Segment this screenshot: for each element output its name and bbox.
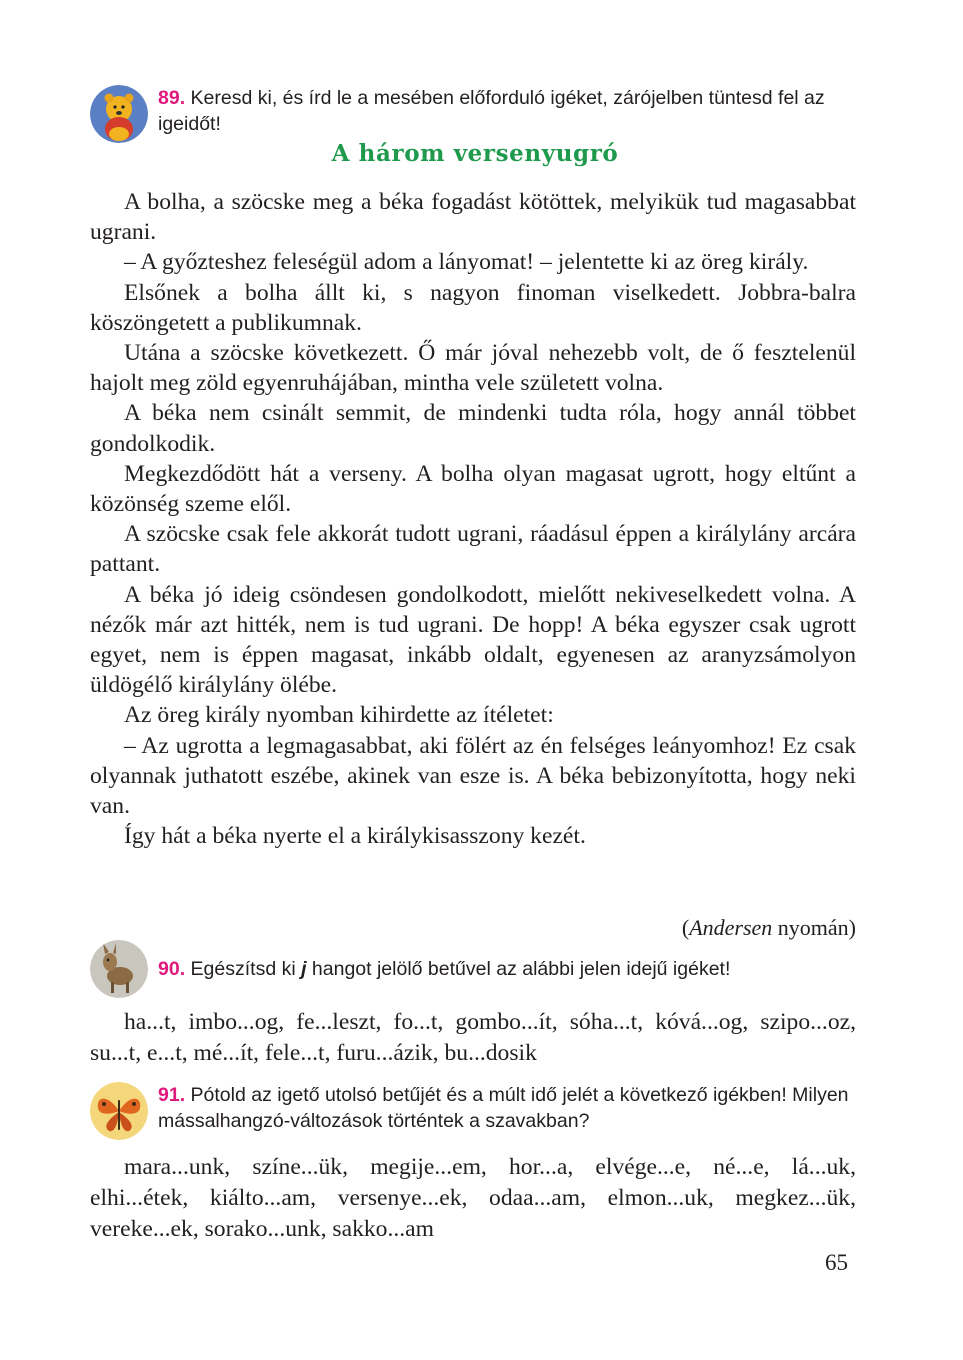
story-paragraph: – Az ugrotta a legmagasabbat, aki fölért az én felséges leányomhoz! Ez csak olyannak juthatott eszébe, akinek van esze is. A béka bebizonyította, hogy neki van.: [90, 732, 856, 820]
bear-icon: [90, 85, 148, 143]
story-body: [90, 187, 856, 851]
exercise-words: ha...t, imbo...og, fe...leszt, fo...t, gombo...ít, sóha...t, kóvá...og, szipo...oz, su...t, e...t, mé...ít, fele...t, furu...ázik, bu...dosik: [90, 1009, 856, 1066]
butterfly-icon: [90, 1082, 148, 1140]
donkey-icon: [90, 940, 148, 998]
story-title: A három versenyugró: [331, 140, 619, 167]
page-number: 65: [825, 1250, 848, 1275]
story-paragraph: Elsőnek a bolha állt ki, s nagyon finoman viselkedett. Jobbra-balra köszöngetett a publikumnak.: [90, 279, 856, 336]
task-90-text: 90. Egészítsd ki j hangot jelölő betűvel az alábbi jelen idejű igéket!: [158, 958, 731, 980]
task-89-text: [158, 85, 860, 137]
story-paragraph: A bolha, a szöcske meg a béka fogadást kötöttek, melyikük tud magasabbat ugrani.: [90, 189, 856, 246]
task-91-words: [90, 1152, 856, 1245]
story-paragraph: Így hát a béka nyerte el a királykisasszony kezét.: [124, 823, 586, 850]
exercise-words: mara...unk, színe...ük, megije...em, hor...a, elvége...e, né...e, lá...uk, elhi...étek, kiálto...am, versenye...ek, odaa...am, elmon...uk, megkez...ük, vereke...ek, sorako...unk, sakko...am: [90, 1154, 856, 1242]
story-paragraph: A szöcske csak fele akkorát tudott ugrani, ráadásul éppen a királylány arcára pattant.: [90, 521, 856, 578]
task-90-words: [90, 1007, 856, 1069]
task-instruction: Keresd ki, és írd le a mesében előforduló igéket, zárójelben tüntesd fel az igeidőt!: [158, 87, 825, 135]
story-paragraph: Utána a szöcske következett. Ő már jóval nehezebb volt, de ő fesztelenül hajolt meg zöld egyenruhájában, mintha vele született volna.: [90, 340, 856, 397]
author-name: Andersen: [689, 915, 773, 940]
task-number: 89.: [158, 87, 186, 109]
story-attribution: (Andersen nyomán): [681, 915, 856, 940]
task-number: 91.: [158, 1084, 186, 1106]
task-number: 90.: [158, 958, 186, 980]
task-91-text: 91. Pótold az igető utolsó betűjét és a múlt idő jelét a következő igékben! Milyen mássalhangzó-változások történtek a szavakban?: [158, 1084, 849, 1132]
story-paragraph: Megkezdődött hát a verseny. A bolha olyan magasat ugrott, hogy eltűnt a közönség szeme elől.: [90, 460, 856, 518]
story-paragraph: Az öreg király nyomban kihirdette az ítéletet:: [124, 702, 554, 729]
story-paragraph: – A győzteshez feleségül adom a lányomat! – jelentette ki az öreg király.: [124, 249, 809, 276]
story-paragraph: A béka jó ideig csöndesen gondolkodott, mielőtt nekiveselkedett volna. A nézők már azt hitték, nem is tud ugrani. De hopp! A béka egyszer csak ugrott egyet, nem is éppen magasat, inkább oldalt, egyenesen az aranyzsámolyon üldögélő királylány ölébe.: [90, 581, 856, 699]
story-paragraph: A béka nem csinált semmit, de mindenki tudta róla, hogy annál többet gondolkodik.: [90, 400, 856, 457]
